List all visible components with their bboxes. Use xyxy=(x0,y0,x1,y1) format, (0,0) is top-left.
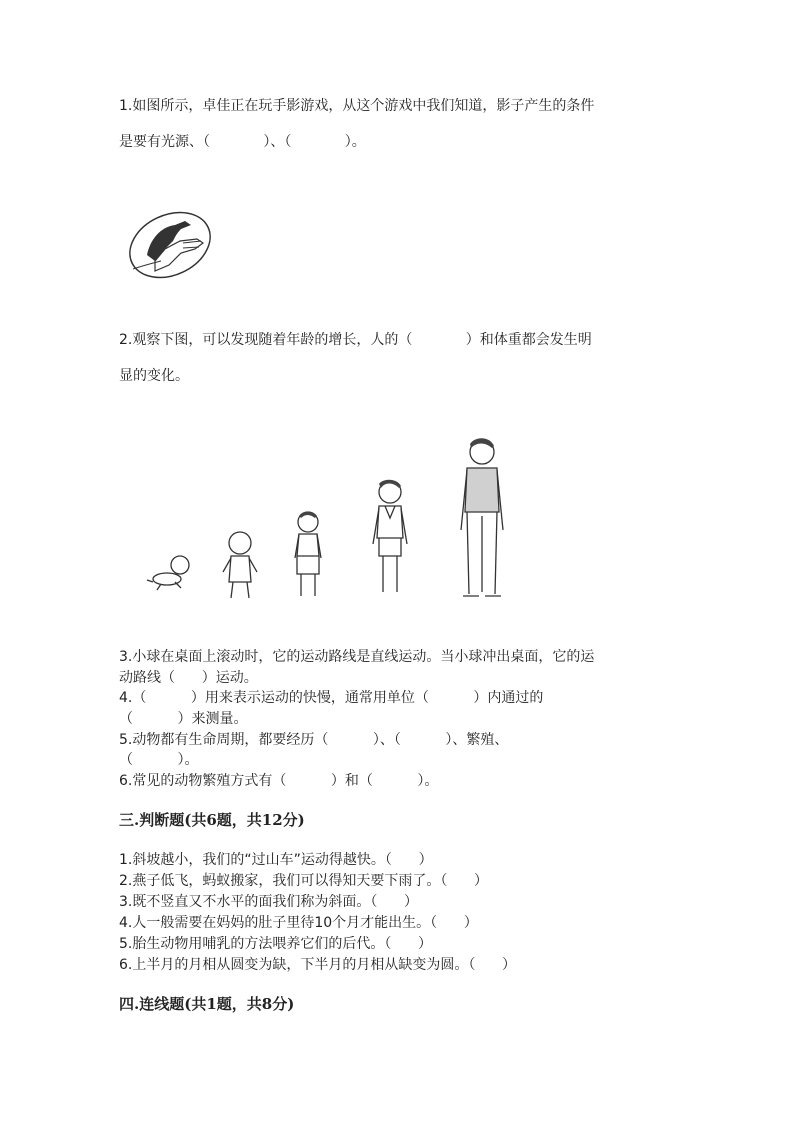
judge-item-4: 4.人一般需要在妈妈的肚子里待10个月才能出生。（ ） xyxy=(119,915,478,931)
q5-line1: 5.动物都有生命周期，都要经历（ ）、（ ）、繁殖、 xyxy=(119,732,509,748)
judge-item-2: 2.燕子低飞，蚂蚁搬家，我们可以得知天要下雨了。（ ） xyxy=(119,873,489,889)
judge-item-3: 3.既不竖直又不水平的面我们称为斜面。（ ） xyxy=(119,894,419,910)
section3-title: 三.判断题(共6题，共12分) xyxy=(119,811,305,829)
q3-line2: 动路线（ ）运动。 xyxy=(119,670,258,686)
q1-line2: 是要有光源、（ ）、（ ）。 xyxy=(119,134,366,150)
judge-item-5: 5.胎生动物用哺乳的方法喂养它们的后代。（ ） xyxy=(119,936,433,952)
q2-line2: 显的变化。 xyxy=(119,368,189,384)
section4-title: 四.连线题(共1题，共8分) xyxy=(119,995,295,1013)
hand-shadow-image xyxy=(125,205,215,285)
judge-item-1: 1.斜坡越小，我们的“过山车”运动得越快。（ ） xyxy=(119,852,433,868)
q6-line1: 6.常见的动物繁殖方式有（ ）和（ ）。 xyxy=(119,773,439,789)
q1-line1: 1.如图所示，卓佳正在玩手影游戏，从这个游戏中我们知道，影子产生的条件 xyxy=(119,98,595,114)
q4-line2: （ ）来测量。 xyxy=(119,711,248,727)
q4-line1: 4.（ ）用来表示运动的快慢，通常用单位（ ）内通过的 xyxy=(119,690,544,706)
q2-line1: 2.观察下图，可以发现随着年龄的增长，人的（ ）和体重都会发生明 xyxy=(119,332,592,348)
human-growth-image xyxy=(145,432,525,604)
judge-item-6: 6.上半月的月相从圆变为缺，下半月的月相从缺变为圆。（ ） xyxy=(119,957,517,973)
q5-line2: （ ）。 xyxy=(119,752,199,768)
q3-line1: 3.小球在桌面上滚动时，它的运动路线是直线运动。当小球冲出桌面，它的运 xyxy=(119,649,595,665)
